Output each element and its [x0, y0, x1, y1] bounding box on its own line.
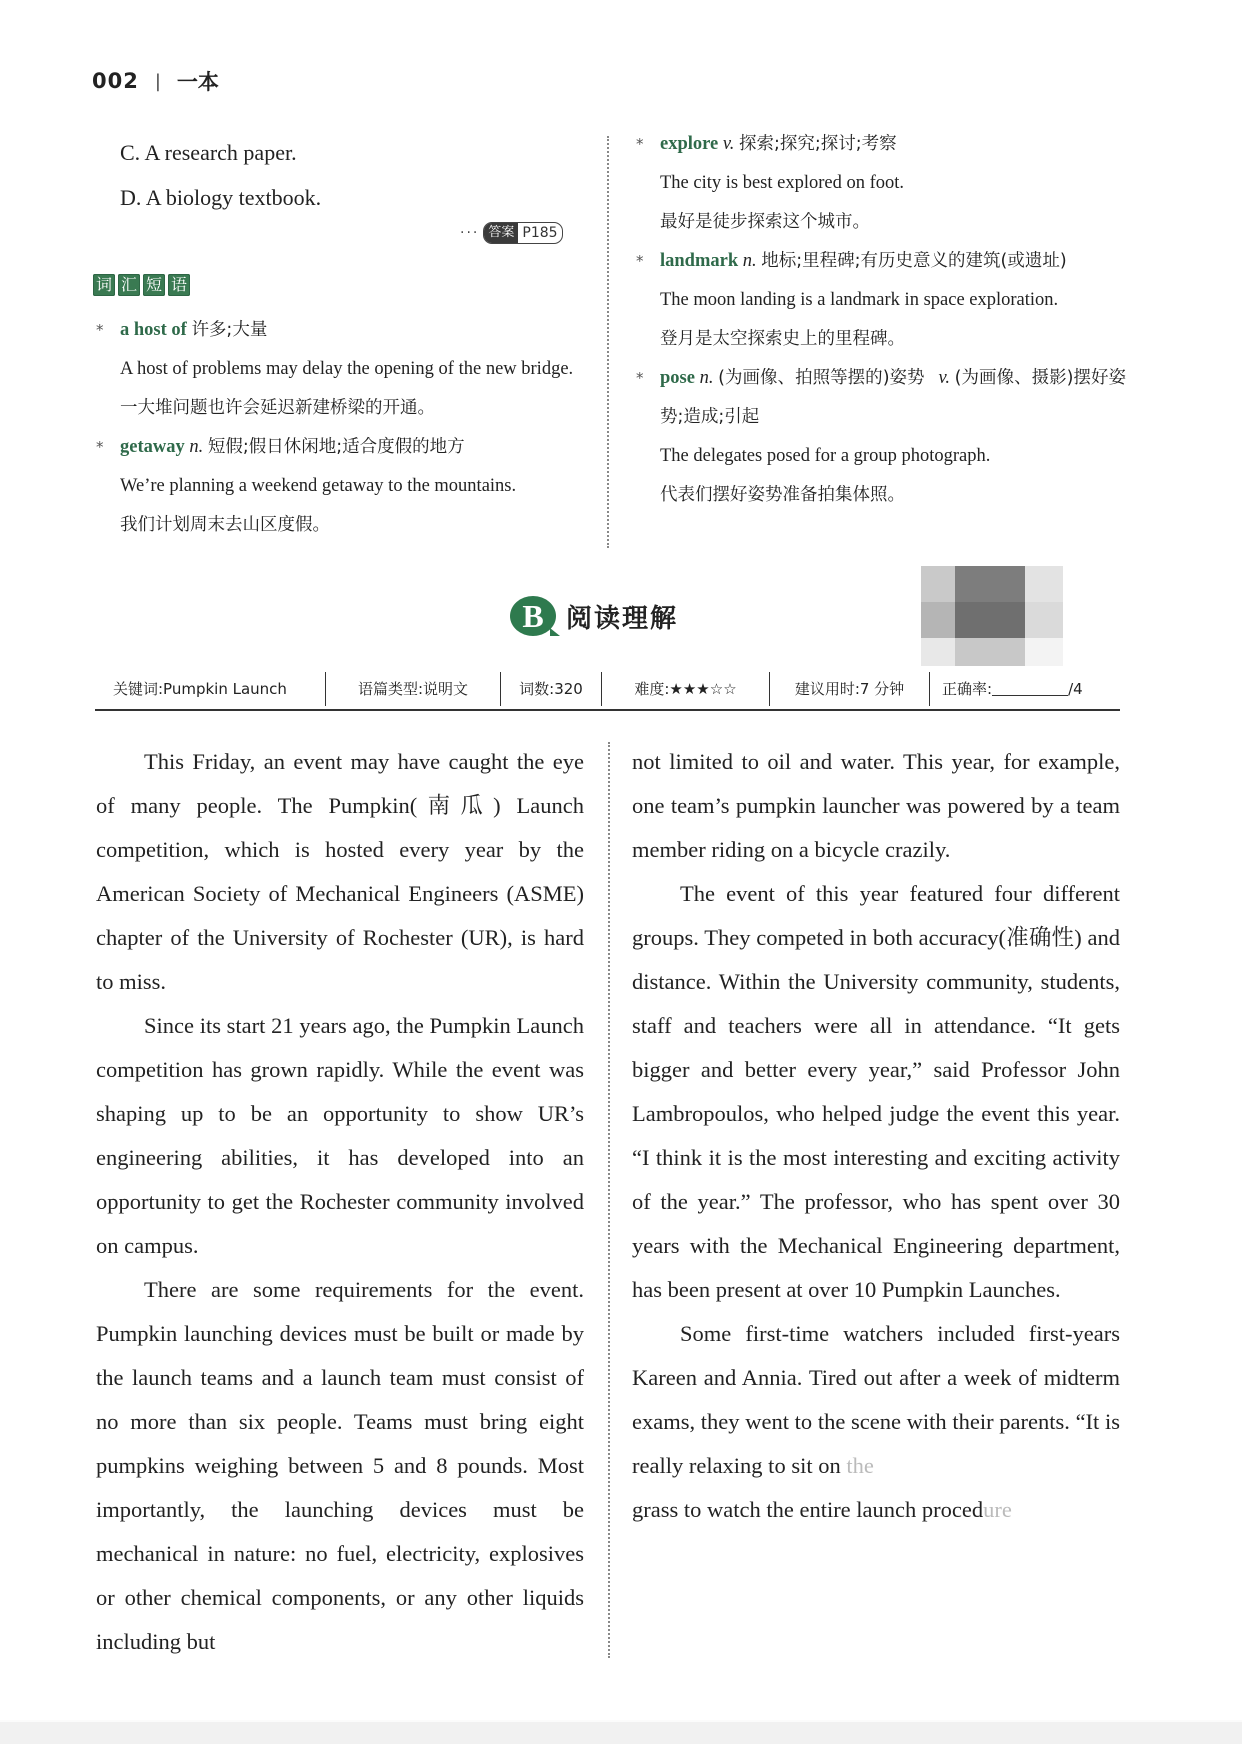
vocab-list-right	[636, 125, 1126, 515]
column-divider	[608, 742, 610, 1658]
passage-paragraph: The event of this year featured four different groups. They competed in both accuracy(准确性) and distance. Within the University community, students, staff and teachers were all in attendance. “It gets bigger and better every year,” said Professor John Lambropoulos, who helped judge the event this year. “I think it is the most interesting and exciting activity of the year.” The professor, who has spent over 30 years with the Mechanical Engineering department, has been present at over 10 Pumpkin Launches.	[632, 881, 1120, 1302]
example-cn: 一大堆问题也许会延迟新建桥梁的开通。	[120, 398, 435, 418]
vocab-entry	[96, 428, 586, 545]
accuracy-blank-field[interactable]	[992, 677, 1068, 696]
part-of-speech: v.	[722, 134, 735, 154]
difficulty-label: 难度:	[634, 680, 670, 698]
question-options	[120, 130, 321, 220]
info-genre: 语篇类型:说明文	[326, 672, 501, 706]
example-en: The city is best explored on foot.	[660, 173, 905, 193]
column-divider	[607, 136, 609, 548]
example-cn: 代表们摆好姿势准备拍集体照。	[660, 485, 905, 505]
accuracy-total: /4	[1068, 680, 1083, 698]
bullet-star-icon: *	[96, 321, 104, 339]
option-letter: C.	[120, 140, 141, 165]
page-number: 002	[92, 69, 139, 93]
passage-paragraph: There are some requirements for the event. Pumpkin launching devices must be built or made by the launch teams and a launch team must consist of no more than six people. Teams must bring eight pumpkins weighing between 5 and 8 pounds. Most importantly, the launching devices must be mechanical in nature: no fuel, electricity, explosives or other chemical components, or any other liquids including but	[96, 1277, 584, 1654]
vocab-meaning: 地标;里程碑;有历史意义的建筑(或遗址)	[761, 251, 1067, 271]
info-difficulty	[602, 672, 770, 706]
passage-paragraph: This Friday, an event may have caught the eye of many people. The Pumpkin(南瓜) Launch competition, which is hosted every year by the American Society of Mechanical Engineers (ASME) chapter of the University of Rochester (UR), is hard to miss.	[96, 749, 584, 994]
accuracy-label: 正确率:	[942, 680, 993, 698]
leader-dots: ···	[460, 225, 480, 241]
vocab-heading-char: 汇	[118, 274, 140, 296]
bullet-star-icon: *	[636, 135, 644, 153]
paragraph-text: grass to watch the entire launch proced	[632, 1497, 984, 1522]
section-title: 阅读理解	[566, 603, 679, 634]
option-letter: D.	[120, 185, 142, 210]
page-header	[92, 66, 219, 96]
vocab-term: explore	[660, 134, 719, 154]
info-word-count: 词数:320	[501, 672, 602, 706]
vocab-heading	[93, 274, 190, 296]
vocab-term: pose	[660, 368, 695, 388]
option-c	[120, 130, 321, 175]
section-badge-icon: B	[510, 596, 556, 636]
passage-paragraph	[632, 1488, 1120, 1532]
passage-column-right	[632, 740, 1120, 1532]
vocab-heading-char: 语	[168, 274, 190, 296]
option-text: A biology textbook.	[145, 185, 322, 210]
answer-page: P185	[522, 225, 558, 241]
vocab-list-left	[96, 311, 586, 545]
vocab-meaning: (为画像、摄影)摆好姿势;造成;引起	[660, 368, 1127, 427]
header-separator: |	[154, 70, 161, 92]
passage-paragraph: not limited to oil and water. This year, for example, one team’s pumpkin launcher was powered by a team member riding on a bicycle crazily.	[632, 749, 1120, 862]
vocab-entry	[636, 359, 1126, 515]
vocab-heading-char: 词	[93, 274, 115, 296]
part-of-speech: n.	[189, 437, 204, 457]
bullet-star-icon: *	[96, 438, 104, 456]
faded-text: ure	[983, 1497, 1012, 1522]
passage-paragraph	[632, 1312, 1120, 1488]
answer-reference	[460, 222, 563, 244]
part-of-speech: n.	[742, 251, 757, 271]
book-name: 一本	[176, 69, 219, 94]
part-of-speech: v.	[938, 368, 951, 388]
bullet-star-icon: *	[636, 252, 644, 270]
vocab-entry	[636, 242, 1126, 359]
vocab-meaning: 探索;探究;探讨;考察	[738, 134, 897, 154]
example-en: We’re planning a weekend getaway to the mountains.	[120, 476, 517, 496]
vocab-meaning: 许多;大量	[191, 320, 268, 340]
vocab-entry	[96, 311, 586, 428]
vocab-term: landmark	[660, 251, 739, 271]
option-d	[120, 175, 321, 220]
info-accuracy	[930, 672, 1095, 706]
passage-column-left	[96, 740, 584, 1664]
paragraph-text: Some first-time watchers included first-years Kareen and Annia. Tired out after a week of midterm exams, they went to the scene with their parents. “It is really relaxing to sit on	[632, 1321, 1120, 1478]
example-en: A host of problems may delay the opening of the new bridge.	[120, 359, 574, 379]
vocab-meaning: (为画像、拍照等摆的)姿势	[718, 368, 925, 388]
vocab-entry	[636, 125, 1126, 242]
info-keyword: 关键词:Pumpkin Launch	[95, 672, 326, 706]
vocab-heading-char: 短	[143, 274, 165, 296]
example-en: The moon landing is a landmark in space exploration.	[660, 290, 1059, 310]
pixelated-redaction	[921, 566, 1063, 666]
page-bottom-edge	[0, 1722, 1242, 1744]
part-of-speech: n.	[699, 368, 714, 388]
faded-text: the	[846, 1453, 874, 1478]
difficulty-stars-icon: ★★★☆☆	[669, 680, 737, 698]
vocab-term: getaway	[120, 437, 185, 457]
example-cn: 最好是徒步探索这个城市。	[660, 212, 870, 232]
answer-label: 答案	[484, 223, 518, 243]
vocab-meaning: 短假;假日休闲地;适合度假的地方	[207, 437, 465, 457]
passage-paragraph: Since its start 21 years ago, the Pumpkin Launch competition has grown rapidly. While the event was shaping up to be an opportunity to show UR’s engineering abilities, it has developed into an opportunity to get the Rochester community involved on campus.	[96, 1013, 584, 1258]
answer-badge	[483, 222, 562, 244]
example-cn: 登月是太空探索史上的里程碑。	[660, 329, 905, 349]
example-cn: 我们计划周末去山区度假。	[120, 515, 330, 535]
bullet-star-icon: *	[636, 369, 644, 387]
option-text: A research paper.	[144, 140, 297, 165]
info-suggested-time: 建议用时:7 分钟	[770, 672, 930, 706]
info-bar-rule	[95, 709, 1120, 711]
section-heading	[510, 596, 678, 636]
vocab-term: a host of	[120, 320, 187, 340]
example-en: The delegates posed for a group photograph.	[660, 446, 991, 466]
passage-info-bar	[95, 672, 1120, 706]
